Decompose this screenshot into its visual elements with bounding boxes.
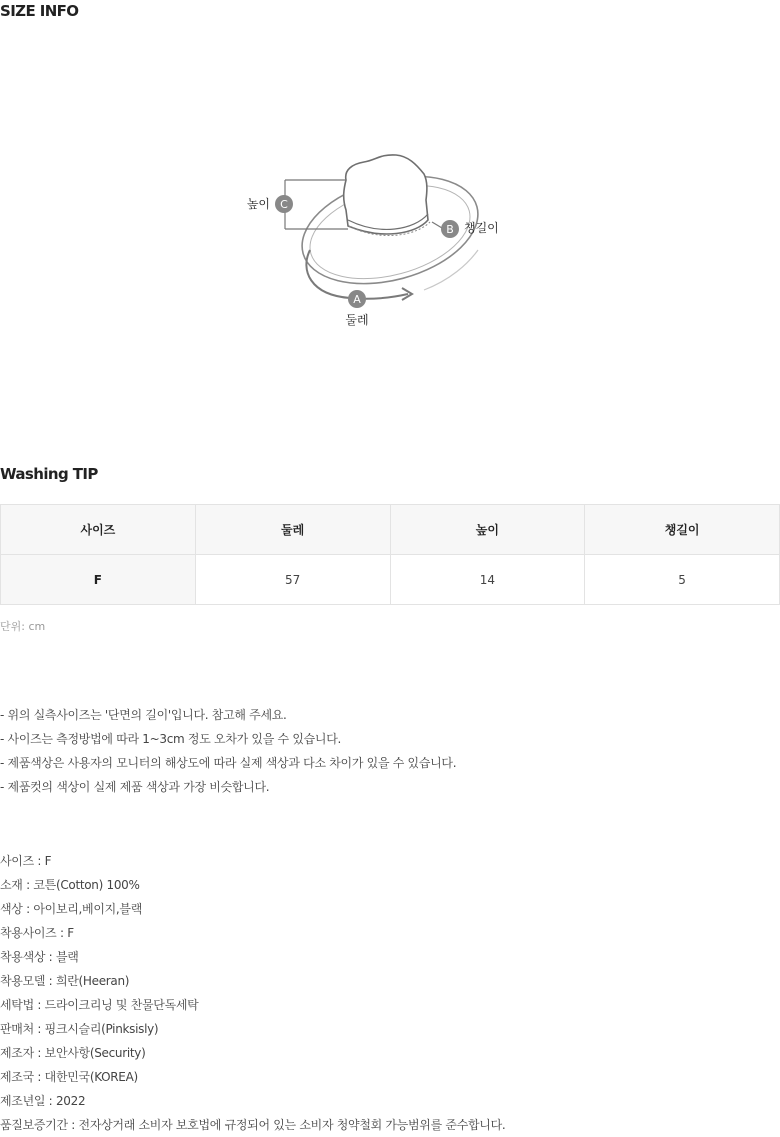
brim-label: 챙길이 <box>464 221 499 235</box>
product-info-list <box>0 849 505 1137</box>
note-item: - 제품컷의 색상이 실제 제품 색상과 가장 비슷합니다. <box>0 780 270 794</box>
info-item: 제조국 : 대한민국(KOREA) <box>0 1070 138 1084</box>
unit-note: 단위: cm <box>0 620 46 633</box>
height-label: 높이 <box>246 197 270 211</box>
size-info-heading: SIZE INFO <box>0 2 79 20</box>
table-header-row <box>1 505 780 555</box>
circumference-label: 둘레 <box>345 313 369 327</box>
table-cell-circumference: 57 <box>195 555 390 605</box>
note-item: - 사이즈는 측정방법에 따라 1~3cm 정도 오차가 있을 수 있습니다. <box>0 732 342 746</box>
table-cell-brim: 5 <box>585 555 780 605</box>
table-header-brim: 챙길이 <box>585 505 780 555</box>
size-table <box>0 504 780 605</box>
info-item: 제조년일 : 2022 <box>0 1094 86 1108</box>
measure-a-letter: A <box>353 293 361 306</box>
table-row <box>1 555 780 605</box>
info-item: 착용사이즈 : F <box>0 926 74 940</box>
measure-c-letter: C <box>280 198 288 211</box>
table-header-circumference: 둘레 <box>195 505 390 555</box>
info-item: 판매처 : 핑크시슬리(Pinksisly) <box>0 1022 159 1036</box>
size-notes-list <box>0 703 456 799</box>
measure-b-letter: B <box>446 223 454 236</box>
info-item: 세탁법 : 드라이크리닝 및 찬물단독세탁 <box>0 998 199 1012</box>
note-item: - 위의 실측사이즈는 '단면의 길이'입니다. 참고해 주세요. <box>0 708 287 722</box>
table-header-height: 높이 <box>390 505 585 555</box>
info-item: 착용모델 : 희란(Heeran) <box>0 974 130 988</box>
hat-crown <box>344 155 428 234</box>
info-item: 제조자 : 보안사항(Security) <box>0 1046 146 1060</box>
info-item: 품질보증기간 : 전자상거래 소비자 보호법에 규정되어 있는 소비자 청약철회 가능범위를 준수합니다. <box>0 1118 506 1132</box>
hat-size-diagram <box>230 140 550 340</box>
table-header-size: 사이즈 <box>1 505 196 555</box>
table-cell-size: F <box>1 555 196 605</box>
washing-tip-heading: Washing TIP <box>0 465 98 483</box>
info-item: 사이즈 : F <box>0 854 52 868</box>
note-item: - 제품색상은 사용자의 모니터의 해상도에 따라 실제 색상과 다소 차이가 있을 수 있습니다. <box>0 756 457 770</box>
info-item: 색상 : 아이보리,베이지,블랙 <box>0 902 143 916</box>
info-item: 착용색상 : 블랙 <box>0 950 79 964</box>
table-cell-height: 14 <box>390 555 585 605</box>
info-item: 소재 : 코튼(Cotton) 100% <box>0 878 140 892</box>
